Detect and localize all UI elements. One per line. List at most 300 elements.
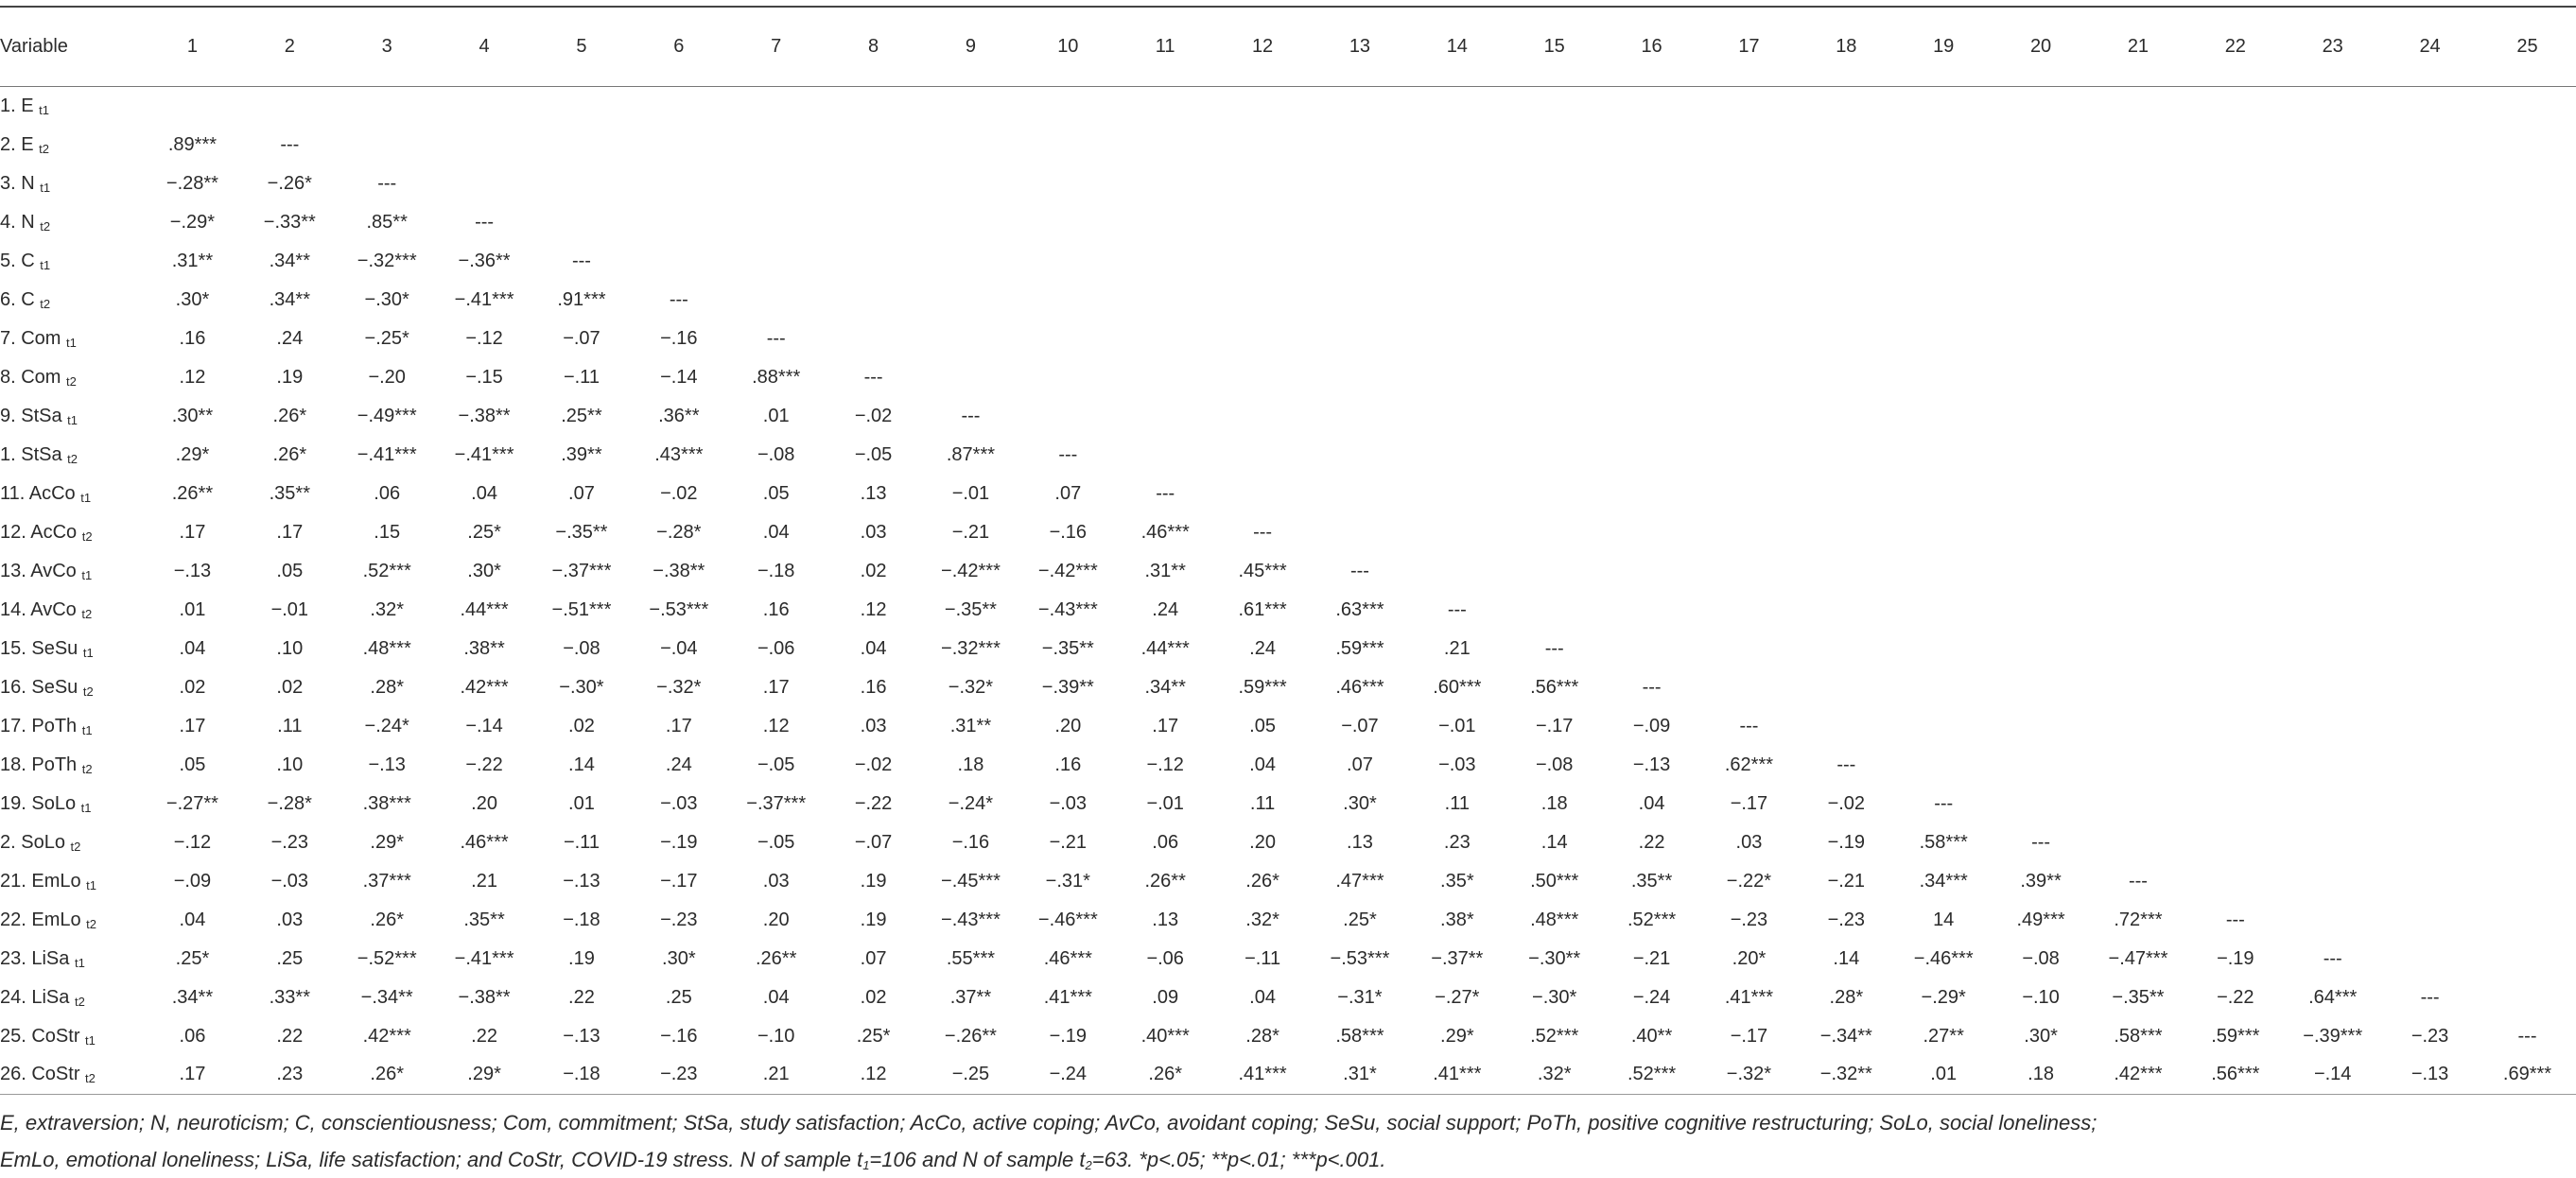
variable-name: 3. N [0,172,35,194]
time-subscript: t1 [80,490,92,505]
table-cell [2479,164,2576,202]
table-cell: −.19 [660,831,698,853]
table-cell [1993,396,2090,435]
table-cell: −.39** [1041,676,1094,698]
table-row [0,784,2576,823]
table-cell: −.35** [1041,637,1094,659]
table-cell: −.09 [173,870,212,892]
time-subscript: t2 [40,218,51,234]
table-cell: .36** [658,405,700,426]
table-cell [1993,86,2090,125]
variable-name: 25. CoStr [0,1025,80,1047]
table-cell: .45*** [1238,560,1287,581]
table-cell: .91*** [557,288,606,310]
table-cell [533,86,631,125]
time-subscript: t1 [40,180,51,195]
table-cell [2381,474,2479,512]
table-cell [2381,512,2479,551]
variable-name: 17. PoTh [0,715,78,736]
table-cell: .18 [1993,1055,2090,1094]
table-cell [727,86,825,125]
variable-name: 18. PoTh [0,754,78,775]
table-cell [1312,357,1409,396]
row-label [0,823,144,861]
table-cell [2186,280,2284,319]
table-cell [1603,357,1700,396]
table-cell [2186,823,2284,861]
table-cell [1408,202,1506,241]
table-cell: −.08 [563,637,600,659]
column-header: 3 [339,7,436,86]
table-cell [2381,280,2479,319]
table-cell: −.03 [1438,754,1476,775]
variable-name: 22. EmLo [0,909,81,930]
table-cell: −.30* [559,676,604,698]
table-cell: −.07 [854,831,893,853]
table-cell: .02 [860,560,887,581]
row-label [0,784,144,823]
table-cell [1603,435,1700,474]
table-cell: .22 [276,1025,304,1047]
table-cell: .14 [568,754,595,775]
table-cell [1019,241,1117,280]
table-cell [2186,164,2284,202]
table-cell [2381,823,2479,861]
table-cell [1603,86,1700,125]
table-cell [2186,86,2284,125]
table-cell [922,357,1019,396]
table-cell: .05 [1249,715,1276,736]
time-subscript: t2 [67,451,78,466]
table-cell: .24 [276,327,304,349]
table-cell [1798,512,1895,551]
table-cell: .27** [1923,1025,1964,1047]
table-cell [1408,357,1506,396]
table-cell [1506,590,1603,629]
table-cell [630,164,727,202]
table-cell [1895,357,1993,396]
table-cell [2090,319,2187,357]
table-cell [1312,319,1409,357]
table-cell [1993,125,2090,164]
table-cell: −.27** [165,792,218,814]
table-cell: .06 [179,1025,206,1047]
table-cell: .42*** [2090,1055,2187,1094]
table-cell: −.14 [465,715,503,736]
table-cell: −.13 [368,754,406,775]
table-cell: .04 [762,521,790,543]
table-cell: .23 [241,1055,339,1094]
table-cell: .12 [762,715,790,736]
row-label [0,1016,144,1055]
table-cell: .29* [175,443,210,465]
row-label [0,241,144,280]
table-cell: −.35** [555,521,608,543]
table-cell [1700,280,1798,319]
table-cell: −.51*** [551,598,612,620]
table-cell: .56*** [1530,676,1579,698]
table-cell: −.32** [1798,1055,1895,1094]
table-cell: −.25 [922,1055,1019,1094]
table-cell [1506,551,1603,590]
table-cell: .39** [561,443,602,465]
table-cell [1506,474,1603,512]
table-cell [2284,319,2381,357]
table-cell: .11 [1444,792,1470,814]
table-cell [1506,512,1603,551]
table-cell [2284,667,2381,706]
table-cell [2090,86,2187,125]
table-cell [1506,86,1603,125]
variable-name: 5. C [0,250,35,271]
table-cell [1798,396,1895,435]
table-cell [1603,280,1700,319]
table-cell: .21 [727,1055,825,1094]
table-cell: .29* [370,831,404,853]
table-cell: −.13 [2381,1055,2479,1094]
row-label [0,667,144,706]
table-cell: −.12 [173,831,212,853]
variable-name: 1. StSa [0,443,62,465]
table-cell [2479,784,2576,823]
table-cell: −.16 [660,1025,698,1047]
table-cell: −.23 [270,831,309,853]
table-cell [2284,745,2381,784]
table-cell [1798,86,1895,125]
table-cell [727,164,825,202]
row-label [0,706,144,745]
table-cell: .88*** [752,366,801,388]
table-cell: .46*** [1335,676,1384,698]
table-cell: −.16 [951,831,990,853]
table-cell: −.23 [660,909,698,930]
table-cell: .17 [762,676,790,698]
table-cell: −.32* [656,676,702,698]
table-cell [1603,512,1700,551]
table-cell: .30* [467,560,501,581]
table-cell: .16 [762,598,790,620]
table-cell [2479,512,2576,551]
table-cell: --- [2323,947,2342,969]
table-cell [1408,86,1506,125]
table-cell [2186,861,2284,900]
table-cell [2284,551,2381,590]
row-label [0,86,144,125]
variable-name: 26. CoStr [0,1064,80,1085]
column-header: 25 [2479,7,2576,86]
table-cell: −.21 [1827,870,1866,892]
table-row [0,474,2576,512]
table-cell: .18 [1540,792,1568,814]
table-cell [1993,590,2090,629]
table-cell [1700,590,1798,629]
table-cell: --- [1739,715,1759,736]
table-cell: −.19 [2217,947,2254,969]
table-cell [1408,435,1506,474]
table-cell [2090,629,2187,667]
table-cell: .19 [568,947,595,969]
variable-column-header: Variable [0,7,144,86]
table-cell: −.23 [2411,1025,2449,1047]
variable-name: 1. E [0,95,34,116]
table-cell: .25* [467,521,501,543]
table-cell: −.21 [1632,947,1671,969]
table-body [0,86,2576,1094]
table-cell [1312,86,1409,125]
table-cell [1798,280,1895,319]
table-cell [1019,357,1117,396]
table-cell: −.32*** [357,250,417,271]
table-cell [339,125,436,164]
table-cell [2186,241,2284,280]
table-cell: .40** [1630,1025,1673,1047]
table-cell: .24 [1249,637,1276,659]
table-cell: .06 [1152,831,1179,853]
table-cell: .32* [1506,1055,1603,1094]
table-cell [1506,435,1603,474]
time-subscript: t2 [39,141,49,156]
table-cell [1019,280,1117,319]
variable-name: 13. AvCo [0,560,77,581]
table-cell: −.11 [563,366,600,388]
table-row [0,551,2576,590]
table-cell [2381,784,2479,823]
table-cell: .31** [171,250,214,271]
table-cell: .38*** [362,792,411,814]
table-cell: .31** [1144,560,1186,581]
table-cell [2479,551,2576,590]
table-cell [1506,396,1603,435]
table-cell [2381,396,2479,435]
table-cell [2090,435,2187,474]
table-cell: −.39*** [2303,1025,2363,1047]
footnote-line-2: EmLo, emotional loneliness; LiSa, life satisfaction; and CoStr, COVID-19 stress. N of sample $t_1=106$ and N of sample $t_2=63$. *p<.05; **p<.01; ***p<.001. [0,1148,1386,1172]
table-cell: --- [2128,870,2148,892]
table-cell [1117,241,1214,280]
table-cell [922,125,1019,164]
variable-name: 6. C [0,288,35,310]
table-cell: .26** [756,947,797,969]
table-cell: .56*** [2186,1055,2284,1094]
table-cell: .24 [665,754,692,775]
table-cell: --- [1642,676,1662,698]
table-cell: −.05 [854,443,893,465]
table-cell [2381,164,2479,202]
table-cell: −.41*** [454,947,514,969]
table-cell [1117,164,1214,202]
table-cell [2381,706,2479,745]
table-cell [1603,396,1700,435]
table-cell [825,164,922,202]
variable-name: 12. AcCo [0,521,78,543]
table-cell [1993,629,2090,667]
table-cell: .26* [370,909,404,930]
variable-name: 19. SoLo [0,792,77,814]
table-cell: −.24 [1019,1055,1117,1094]
table-row [0,125,2576,164]
table-cell [2479,978,2576,1016]
column-header: 8 [825,7,922,86]
table-cell [1993,474,2090,512]
table-cell: .17 [144,1055,241,1094]
row-label [0,900,144,939]
table-cell [1214,396,1312,435]
table-cell [727,241,825,280]
table-cell [1019,164,1117,202]
table-cell: .41*** [1214,1055,1312,1094]
table-cell [727,125,825,164]
table-cell [1895,319,1993,357]
table-cell [1993,435,2090,474]
table-cell: .30* [175,288,210,310]
table-cell: −.33** [263,211,316,233]
table-cell [2186,551,2284,590]
table-cell: .41*** [1043,986,1092,1008]
table-cell: .28* [370,676,404,698]
table-cell: −.36** [458,250,511,271]
table-cell: −.41*** [357,443,417,465]
table-cell: --- [863,366,883,388]
table-cell: −.30* [364,288,409,310]
table-cell: .17 [1152,715,1179,736]
time-subscript: t1 [80,800,92,815]
time-subscript: t2 [40,296,51,311]
table-cell: .05 [276,560,304,581]
table-cell: −.35** [944,598,997,620]
row-label [0,745,144,784]
table-cell [2381,939,2479,978]
table-cell [825,202,922,241]
table-cell [630,202,727,241]
table-cell [1895,512,1993,551]
time-subscript: t2 [81,528,93,544]
table-cell [1895,706,1993,745]
table-cell [1408,512,1506,551]
table-cell [1408,164,1506,202]
table-cell: −.28* [267,792,312,814]
table-cell [1117,396,1214,435]
table-cell: .23 [1443,831,1471,853]
time-subscript: t1 [66,335,77,350]
table-cell [1700,357,1798,396]
table-cell [2479,474,2576,512]
table-cell [2186,357,2284,396]
table-cell [825,125,922,164]
table-cell [1117,357,1214,396]
table-cell: .28* [1245,1025,1279,1047]
table-cell [922,241,1019,280]
variable-name: 21. EmLo [0,870,81,892]
table-cell: .42*** [460,676,509,698]
table-cell: .21 [1443,637,1471,659]
column-header: 12 [1214,7,1312,86]
table-cell: −.19 [1827,831,1866,853]
table-cell [2186,319,2284,357]
table-cell [2381,551,2479,590]
table-cell [1506,319,1603,357]
table-cell [2479,939,2576,978]
table-cell [2381,745,2479,784]
table-cell [1408,551,1506,590]
table-cell [1798,706,1895,745]
table-cell: .49*** [2016,909,2065,930]
table-cell [2479,86,2576,125]
table-row [0,745,2576,784]
table-cell [2381,590,2479,629]
table-cell: −.26* [267,172,312,194]
table-cell: .14 [1833,947,1860,969]
table-cell: .40*** [1140,1025,1190,1047]
table-cell [2479,823,2576,861]
table-cell [2186,435,2284,474]
table-cell: .46*** [460,831,509,853]
table-cell: −.26** [944,1025,997,1047]
table-cell: .50*** [1530,870,1579,892]
table-cell [1603,590,1700,629]
variable-name: 2. SoLo [0,831,65,853]
table-cell: .38* [1440,909,1474,930]
row-label [0,474,144,512]
table-cell: .29* [1440,1025,1474,1047]
table-cell: .26** [1144,870,1186,892]
table-cell: .09 [1152,986,1179,1008]
table-cell: −.02 [854,754,893,775]
table-cell: .25 [665,986,692,1008]
column-header: 4 [436,7,533,86]
table-cell [2284,164,2381,202]
table-cell: −.11 [563,831,600,853]
table-row [0,241,2576,280]
table-cell: −.05 [757,754,795,775]
table-cell: −.12 [465,327,503,349]
table-cell: .87*** [946,443,996,465]
table-cell: .41*** [1408,1055,1506,1094]
table-cell: −.03 [270,870,309,892]
table-cell: .42*** [362,1025,411,1047]
table-cell [2381,125,2479,164]
table-cell [1895,125,1993,164]
table-cell: --- [2031,831,2051,853]
table-cell: .07 [1054,482,1082,504]
column-header: 10 [1019,7,1117,86]
table-row [0,1016,2576,1055]
table-cell: .07 [568,482,595,504]
table-cell: −.45*** [941,870,1001,892]
table-cell: −.18 [533,1055,631,1094]
table-cell [2479,202,2576,241]
table-row [0,590,2576,629]
table-cell [1117,280,1214,319]
table-cell: .05 [762,482,790,504]
table-cell [2284,706,2381,745]
table-cell: .62*** [1724,754,1774,775]
table-cell [2090,241,2187,280]
table-cell: −.35** [2112,986,2165,1008]
table-cell [2479,667,2576,706]
table-cell: −.08 [2022,947,2060,969]
table-cell [2186,590,2284,629]
table-cell: .48*** [1530,909,1579,930]
table-cell [630,86,727,125]
table-cell: −.49*** [357,405,417,426]
table-cell: −.01 [1438,715,1476,736]
table-cell: .58*** [1335,1025,1384,1047]
table-cell: .35** [269,482,310,504]
table-cell [2381,319,2479,357]
table-cell: .59*** [1238,676,1287,698]
table-cell: .16 [1054,754,1082,775]
table-cell: .14 [1540,831,1568,853]
